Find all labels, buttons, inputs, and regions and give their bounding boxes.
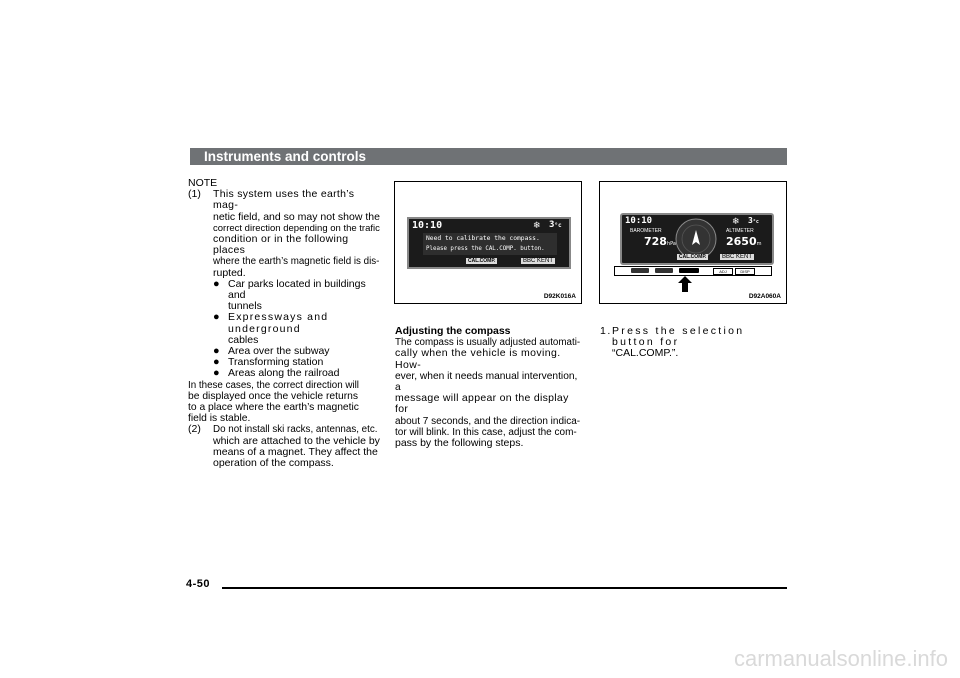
note-after-text [188,380,380,425]
figure-selection-button [599,181,787,304]
note-item-1-line: where the earth’s magnetic field is dis- [213,256,380,268]
hardware-button[interactable] [655,268,673,273]
note-item-2-line: means of a magnet. They affect the [213,445,378,458]
altimeter-number: 2650 [726,235,757,248]
cal-comp-selection-button[interactable] [679,268,699,273]
watermark: carmanualsonline.info [733,646,948,671]
calibration-message [423,233,557,255]
note-item-2-line: which are attached to the vehicle by [213,434,380,447]
bullet-icon: ● [213,311,220,324]
lcd-clock: 10:10 [625,216,653,226]
step-1-line: Press the selection button for [612,325,745,349]
radio-station: BBC KENT [722,254,753,260]
adjusting-line: cally when the vehicle is moving. How- [395,347,561,371]
lcd-temp-value: 3 [748,216,753,225]
note-after-line: In these cases, the correct direction will [188,379,359,391]
barometer-number: 728 [644,235,667,248]
hardware-button[interactable] [631,268,649,273]
lcd-temp-unit: °c [752,219,759,225]
note-item-1-line: rupted. [213,266,246,279]
radio-station: BBC KENT [523,258,554,264]
note-after-line: field is stable. [188,413,251,425]
snowflake-icon: ❄ [732,216,740,226]
step-column [600,326,788,360]
adjusting-line: about 7 seconds, and the direction indica- [395,415,581,427]
bullet-item [213,368,380,379]
note-after-line: to a place where the earth’s magnetic [188,402,359,414]
disp-button[interactable]: DISP [735,268,755,275]
bullet-icon: ● [213,345,220,358]
altimeter-unit: m [756,241,762,247]
adjusting-line: ever, when it needs manual intervention, a [395,370,578,394]
figure-code: D92A060A [748,293,781,300]
bullet-icon: ● [213,356,220,369]
step-1-number: 1. [600,325,612,337]
note-item-2-line: Do not install ski racks, antennas, etc. [213,424,378,436]
note-column [188,178,380,469]
altimeter-value [726,235,762,248]
hardware-button-strip [614,266,772,276]
bullet-line: Area over the subway [228,345,330,358]
lcd-temp-unit: °c [554,222,562,229]
lcd-clock: 10:10 [412,220,443,231]
lcd-display [407,217,571,269]
note-item-2 [188,424,380,469]
lcd-temperature [549,220,562,230]
altimeter-label: ALTIMETER [726,228,754,234]
note-item-1 [188,189,380,379]
calibration-message-line: Please press the CAL.COMP. button. [426,246,545,252]
note-label: NOTE [188,177,218,189]
adjusting-line: message will appear on the display for [395,392,569,416]
page-number: 4-50 [186,578,211,590]
note-item-1-line: correct direction depending on the trafic [213,222,380,234]
note-item-2-number: (2) [188,423,201,436]
step-1-line: “CAL.COMP.”. [612,347,679,360]
note-item-1-line: This system uses the earth’s mag- [213,188,355,212]
step-1 [600,326,788,360]
bullet-item [213,279,380,313]
figure-code: D92K016A [543,293,576,300]
note-item-2-line: operation of the compass. [213,457,334,470]
pointer-arrow-icon [678,276,692,292]
figure-calibration-message [394,181,582,304]
barometer-value [644,235,676,248]
bullet-line: Areas along the railroad [228,367,340,380]
adjusting-heading: Adjusting the compass [395,325,511,337]
lcd-display [620,213,774,265]
note-item-1-number: (1) [188,188,201,201]
adjusting-line: The compass is usually adjusted automati- [395,337,581,349]
adjusting-column [395,326,583,449]
bullet-line: tunnels [228,300,262,313]
adjusting-line: pass by the following steps. [395,437,524,450]
bullet-line: Expressways and underground [228,311,329,335]
note-after-line: be displayed once the vehicle returns [188,390,359,402]
lcd-temperature [748,216,759,225]
barometer-label: BAROMETER [630,228,662,234]
note-item-1-line: netic field, and so may not show the [213,210,380,223]
footer-rule [222,587,787,589]
cal-comp-label: CAL.COMP. [679,254,707,260]
bullet-line: Transforming station [228,356,324,369]
bullet-line: cables [228,333,259,346]
bullet-item [213,312,380,346]
bullet-icon: ● [213,277,220,290]
calibration-message-line: Need to calibrate the compass. [426,235,540,242]
section-header-bar [190,148,787,165]
bullet-line: Car parks located in buildings and [228,277,366,302]
adjusting-line: tor will blink. In this case, adjust the com- [395,426,577,438]
note-item-1-line: condition or in the following places [213,233,349,257]
adj-button[interactable]: ADJ [713,268,733,275]
cal-comp-label: CAL.COMP. [468,258,496,264]
snowflake-icon: ❄ [533,220,541,230]
section-title: Instruments and controls [204,149,367,164]
barometer-unit: hPa [666,241,676,247]
bullet-icon: ● [213,367,220,380]
lcd-temp-value: 3 [549,220,555,230]
